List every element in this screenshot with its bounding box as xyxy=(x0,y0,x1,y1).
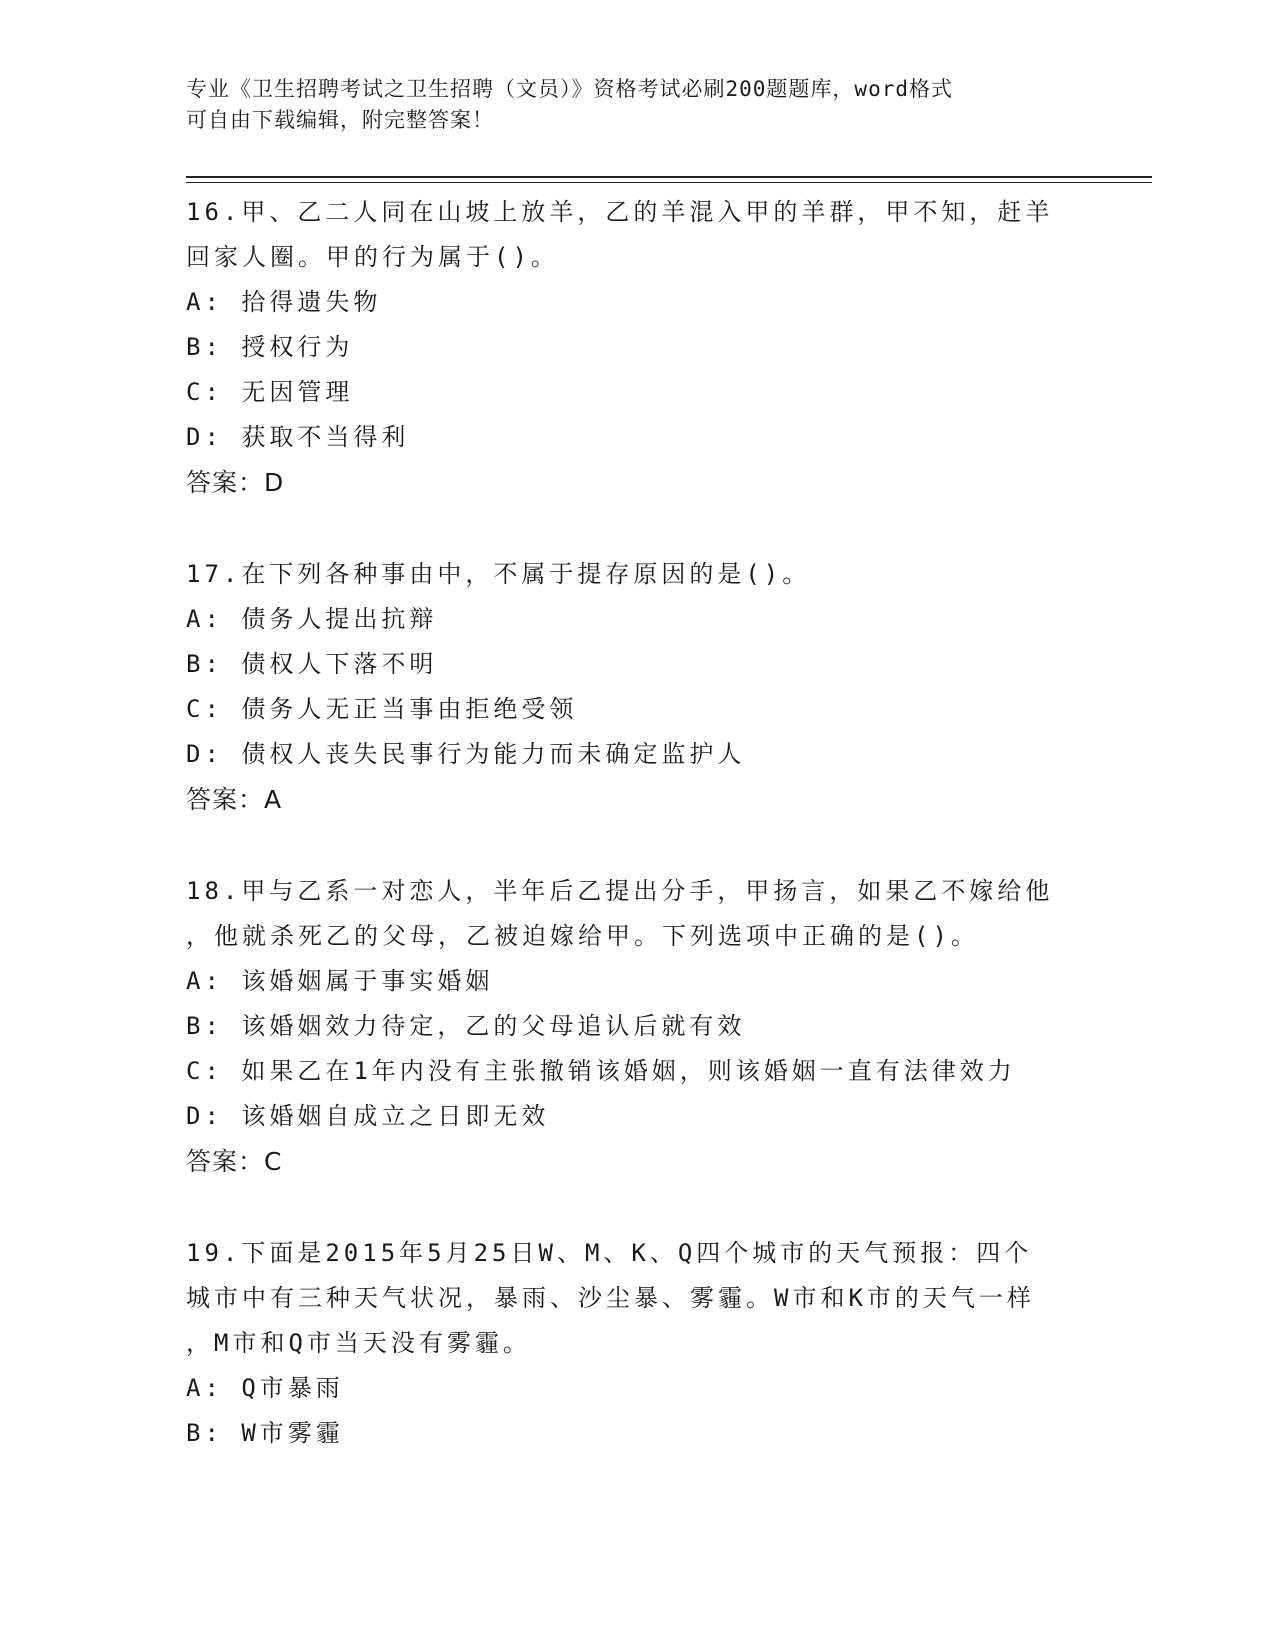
answer-line: 答案：D xyxy=(186,468,285,497)
option-c: C: 如果乙在1年内没有主张撤销该婚姻，则该婚姻一直有法律效力 xyxy=(186,1057,1016,1085)
stem-line: 17.在下列各种事由中，不属于提存原因的是()。 xyxy=(186,560,811,588)
option-d: D: 该婚姻自成立之日即无效 xyxy=(186,1102,550,1130)
question-19 xyxy=(186,1231,1086,1456)
stem-line: ，他就杀死乙的父母，乙被迫嫁给甲。下列选项中正确的是()。 xyxy=(186,922,979,950)
option-b: B: 债权人下落不明 xyxy=(186,650,438,678)
header-divider-thin xyxy=(186,182,1152,183)
option-b: B: W市雾霾 xyxy=(186,1419,344,1447)
question-16 xyxy=(186,190,1086,505)
option-c: C: 债务人无正当事由拒绝受领 xyxy=(186,695,578,723)
question-stem xyxy=(186,552,1086,597)
question-17 xyxy=(186,552,1086,822)
header-line-2: 可自由下载编辑，附完整答案！ xyxy=(186,108,494,132)
question-stem xyxy=(186,190,1086,280)
stem-line: 16.甲、乙二人同在山坡上放羊，乙的羊混入甲的羊群，甲不知，赶羊 xyxy=(186,198,1054,226)
question-spacer xyxy=(186,822,1086,869)
option-a: A: 拾得遗失物 xyxy=(186,288,382,316)
option-d: D: 获取不当得利 xyxy=(186,423,410,451)
stem-line: 回家人圈。甲的行为属于()。 xyxy=(186,243,559,271)
question-stem xyxy=(186,1231,1086,1366)
option-a: A: 该婚姻属于事实婚姻 xyxy=(186,967,494,995)
option-b: B: 授权行为 xyxy=(186,333,354,361)
question-spacer xyxy=(186,505,1086,552)
option-a: A: Q市暴雨 xyxy=(186,1374,344,1402)
answer-line: 答案：C xyxy=(186,1147,283,1176)
question-list xyxy=(186,190,1086,1456)
option-a: A: 债务人提出抗辩 xyxy=(186,605,438,633)
option-b: B: 该婚姻效力待定，乙的父母追认后就有效 xyxy=(186,1012,746,1040)
answer-line: 答案：A xyxy=(186,785,283,814)
document-header xyxy=(186,74,1066,136)
question-18 xyxy=(186,869,1086,1184)
stem-line: 18.甲与乙系一对恋人，半年后乙提出分手，甲扬言，如果乙不嫁给他 xyxy=(186,877,1054,905)
stem-line: 城市中有三种天气状况，暴雨、沙尘暴、雾霾。W市和K市的天气一样 xyxy=(186,1284,1035,1312)
option-d: D: 债权人丧失民事行为能力而未确定监护人 xyxy=(186,740,746,768)
option-c: C: 无因管理 xyxy=(186,378,354,406)
header-divider-thick xyxy=(186,176,1152,178)
question-stem xyxy=(186,869,1086,959)
stem-line: 19.下面是2015年5月25日W、M、K、Q四个城市的天气预报：四个 xyxy=(186,1239,1033,1267)
stem-line: ，M市和Q市当天没有雾霾。 xyxy=(186,1329,531,1357)
header-line-1: 专业《卫生招聘考试之卫生招聘（文员）》资格考试必刷200题题库，word格式 xyxy=(186,77,953,101)
question-spacer xyxy=(186,1184,1086,1231)
